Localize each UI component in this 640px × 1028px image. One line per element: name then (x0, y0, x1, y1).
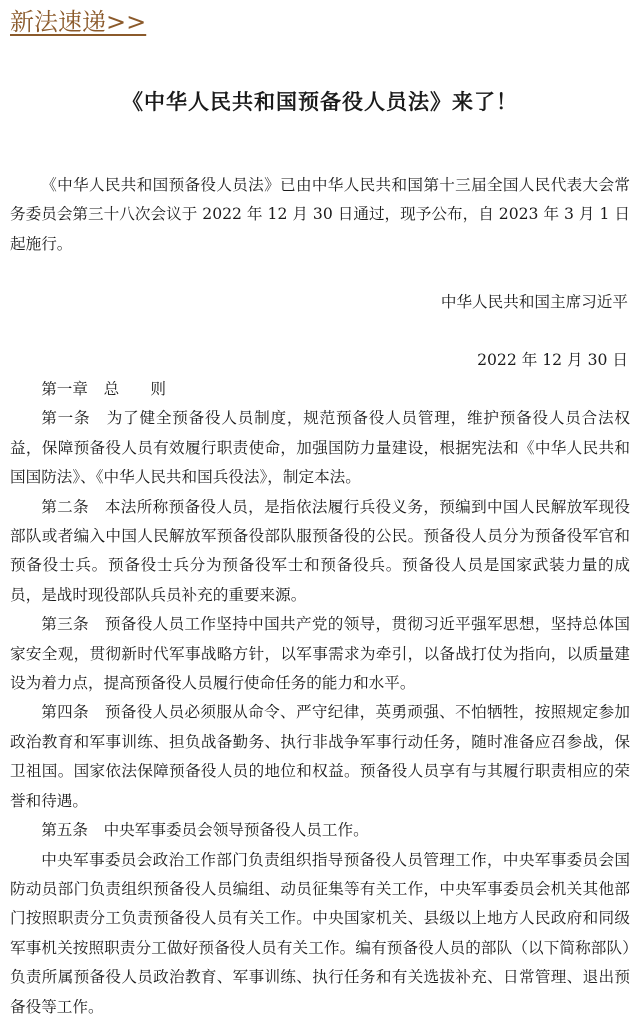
article-4: 第四条 预备役人员必须服从命令、严守纪律，英勇顽强、不怕牺牲，按照规定参加政治教育和军事训练、担负战备勤务、执行非战争军事行动任务，随时准备应召参战，保卫祖国。国家依法保障预备役人员的地位和权益。预备役人员享有与其履行职责相应的荣誉和待遇。 (10, 703, 630, 810)
signer: 中华人民共和国主席习近平 (440, 293, 628, 311)
article-3: 第三条 预备役人员工作坚持中国共产党的领导，贯彻习近平强军思想，坚持总体国家安全观，贯彻新时代军事战略方针，以军事需求为牵引，以备战打仗为指向，以质量建设为着力点，提高预备役人员履行使命任务的能力和水平。 (10, 615, 630, 693)
article-5: 第五条 中央军事委员会领导预备役人员工作。 (41, 821, 369, 840)
page-title: 《中华人民共和国预备役人员法》来了！ (122, 90, 518, 114)
promulgation-date: 2022 年 12 月 30 日 (477, 351, 628, 369)
articles-section (10, 375, 630, 1022)
article-5-paragraph-2: 中央军事委员会政治工作部门负责组织指导预备役人员管理工作，中央军事委员会国防动员部门负责组织预备役人员编组、动员征集等有关工作，中央军事委员会机关其他部门按照职责分工负责预备役人员有关工作。中央国家机关、县级以上地方人民政府和同级军事机关按照职责分工做好预备役人员有关工作。编有预备役人员的部队（以下简称部队）负责所属预备役人员政治教育、军事训练、执行任务和有关选拔补充、日常管理、退出预备役等工作。 (10, 850, 630, 1016)
article-2: 第二条 本法所称预备役人员，是指依法履行兵役义务，预编到中国人民解放军现役部队或者编入中国人民解放军预备役部队服预备役的公民。预备役人员分为预备役军官和预备役士兵。预备役士兵分为预备役军士和预备役兵。预备役人员是国家武装力量的成员，是战时现役部队兵员补充的重要来源。 (10, 497, 630, 604)
news-section-link[interactable]: 新法速递>> (10, 8, 147, 36)
chapter-heading: 第一章 总 则 (41, 380, 166, 398)
intro-text: 《中华人民共和国预备役人员法》已由中华人民共和国第十三届全国人民代表大会常务委员会第三十八次会议于 2022 年 12 月 30 日通过，现予公布，自 2023 年 3 月 1 日起施行。 (10, 176, 630, 253)
article-1: 第一条 为了健全预备役人员制度，规范预备役人员管理，维护预备役人员合法权益，保障预备役人员有效履行职责使命，加强国防力量建设，根据宪法和《中华人民共和国国防法》、《中华人民共和国兵役法》，制定本法。 (10, 409, 630, 487)
intro-paragraph (10, 171, 630, 259)
